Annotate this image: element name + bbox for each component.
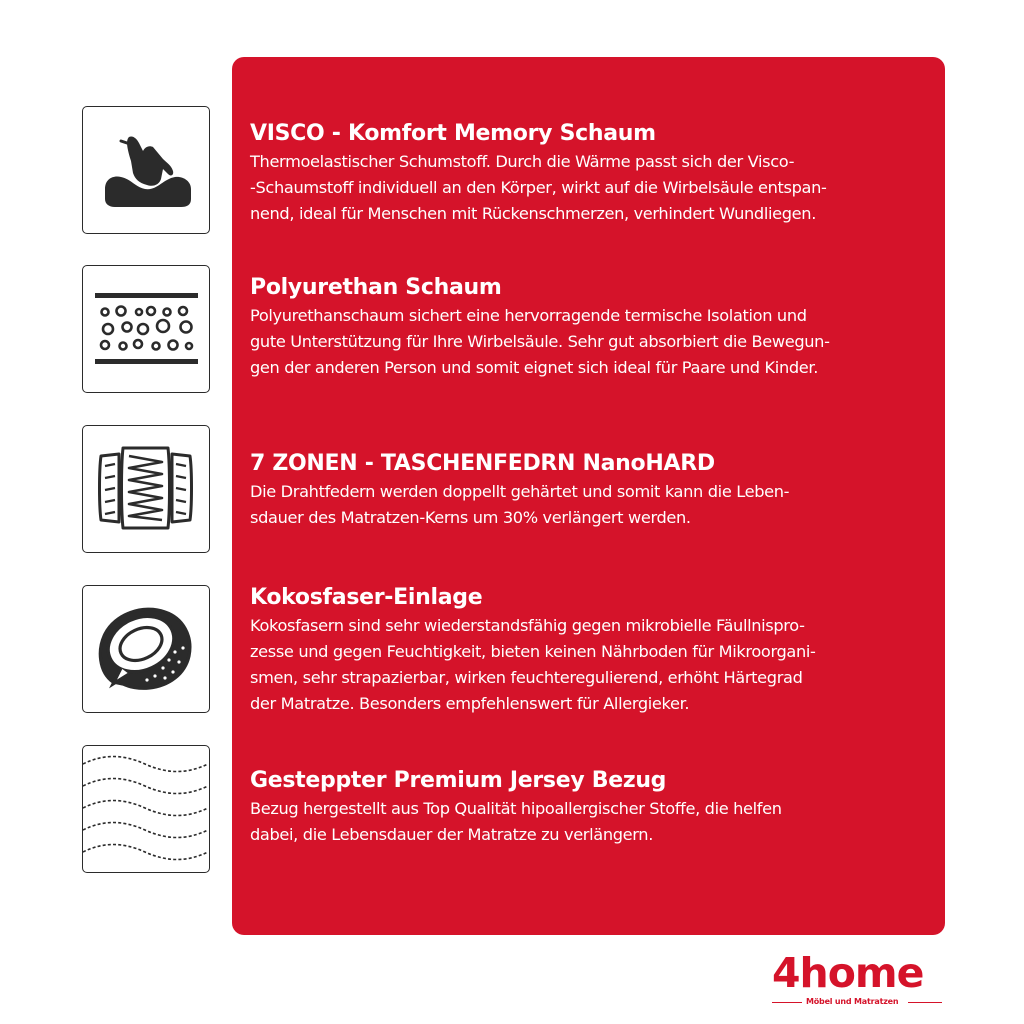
description-line: Kokosfasern sind sehr wiederstandsfähig gegen mikrobielle Fäullnispro- bbox=[250, 616, 805, 635]
feature-title: VISCO - Komfort Memory Schaum bbox=[250, 121, 656, 146]
coconut-icon bbox=[82, 585, 210, 713]
description-line: zesse und gegen Feuchtigkeit, bieten keinen Nährboden für Mikroorgani- bbox=[250, 642, 816, 661]
features-panel bbox=[232, 57, 945, 935]
feature-kokosfaser bbox=[250, 584, 930, 717]
description-line: der Matratze. Besonders empfehlenswert für Allergieker. bbox=[250, 694, 690, 713]
feature-description bbox=[250, 613, 930, 717]
pocket-spring-icon bbox=[82, 425, 210, 553]
description-line: Polyurethanschaum sichert eine hervorragende termische Isolation und bbox=[250, 306, 807, 325]
logo-rule-left bbox=[772, 1002, 802, 1003]
logo-rule-right bbox=[908, 1002, 942, 1003]
feature-description bbox=[250, 303, 930, 381]
feature-title: 7 ZONEN - TASCHENFEDRN NanoHARD bbox=[250, 451, 715, 476]
feature-title: Polyurethan Schaum bbox=[250, 275, 502, 300]
description-line: Thermoelastischer Schumstoff. Durch die Wärme passt sich der Visco- bbox=[250, 152, 795, 171]
description-line: gute Unterstützung für Ihre Wirbelsäule. Sehr gut absorbiert die Bewegun- bbox=[250, 332, 830, 351]
feature-title: Gesteppter Premium Jersey Bezug bbox=[250, 768, 667, 793]
feature-polyurethan bbox=[250, 274, 930, 381]
feature-description bbox=[250, 479, 930, 531]
foam-bubbles-icon bbox=[82, 265, 210, 393]
description-line: nend, ideal für Menschen mit Rückenschmerzen, verhindert Wundliegen. bbox=[250, 204, 816, 223]
description-line: sdauer des Matratzen-Kerns um 30% verlängert werden. bbox=[250, 508, 691, 527]
brand-logo bbox=[768, 948, 948, 1012]
description-line: dabei, die Lebensdauer der Matratze zu verlängern. bbox=[250, 825, 654, 844]
feature-title: Kokosfaser-Einlage bbox=[250, 585, 483, 610]
description-line: Die Drahtfedern werden doppellt gehärtet und somit kann die Leben- bbox=[250, 482, 790, 501]
feature-taschenfedern bbox=[250, 450, 930, 531]
feature-description bbox=[250, 149, 930, 227]
logo-tagline: Möbel und Matratzen bbox=[806, 997, 899, 1006]
memory-foam-hand-icon bbox=[82, 106, 210, 234]
quilted-waves-icon bbox=[82, 745, 210, 873]
feature-visco bbox=[250, 120, 930, 227]
description-line: -Schaumstoff individuell an den Körper, wirkt auf die Wirbelsäule entspan- bbox=[250, 178, 827, 197]
feature-jersey-bezug bbox=[250, 767, 930, 848]
description-line: gen der anderen Person und somit eignet sich ideal für Paare und Kinder. bbox=[250, 358, 818, 377]
description-line: Bezug hergestellt aus Top Qualität hipoallergischer Stoffe, die helfen bbox=[250, 799, 782, 818]
feature-description bbox=[250, 796, 930, 848]
description-line: smen, sehr strapazierbar, wirken feuchteregulierend, erhöht Härtegrad bbox=[250, 668, 803, 687]
logo-wordmark: 4home bbox=[772, 949, 924, 997]
